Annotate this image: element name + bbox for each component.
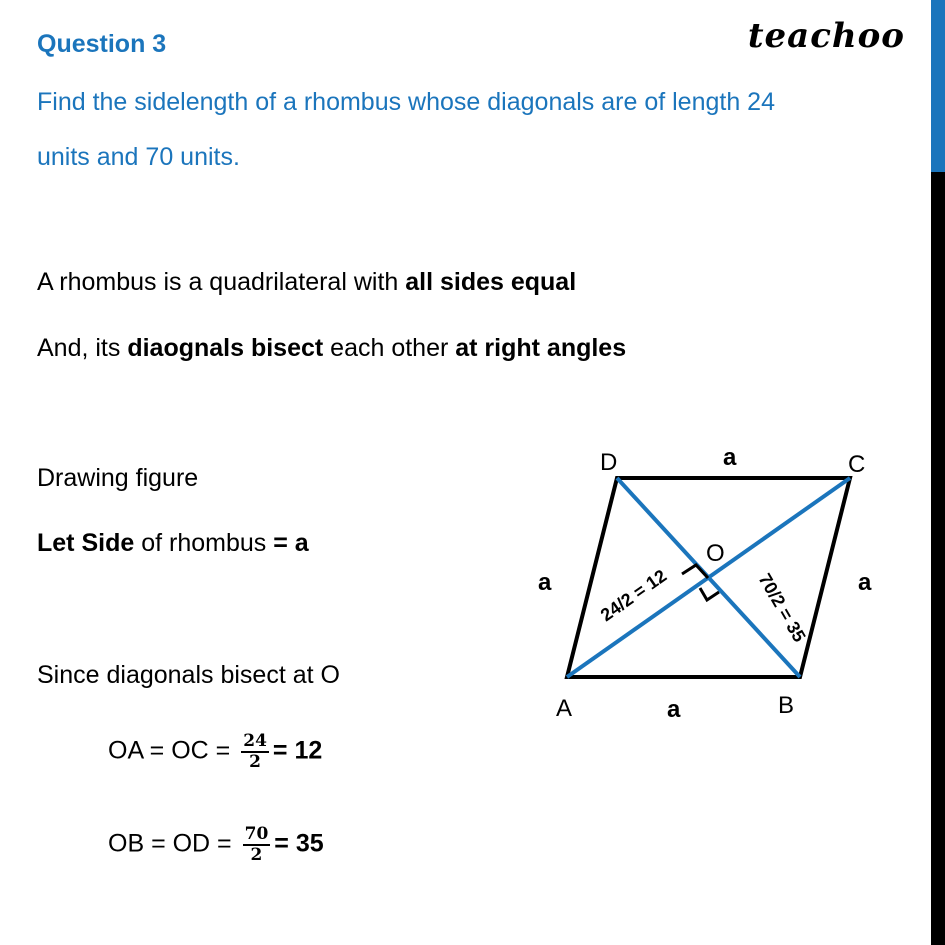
right-angle-mark	[700, 588, 719, 600]
text: OA = OC =	[108, 736, 238, 765]
vertex-a-label: A	[556, 695, 573, 722]
scrollbar-thumb[interactable]	[931, 0, 945, 172]
bold-text: diaognals bisect	[127, 334, 324, 362]
text: And, its	[37, 334, 128, 362]
denominator: 2	[250, 844, 263, 865]
side-label-bottom: a	[667, 696, 681, 723]
vertex-d-label: D	[600, 449, 618, 476]
vertex-c-label: C	[848, 451, 866, 478]
side-label-left: a	[538, 569, 552, 596]
text: each other	[323, 334, 456, 362]
vertex-b-label: B	[778, 692, 795, 719]
numerator: 24	[243, 731, 267, 751]
oa-length-label: 24/2 = 12	[596, 565, 671, 626]
ob-length-label: 70/2 = 35	[754, 570, 810, 646]
question-number: Question 3	[37, 30, 167, 58]
result: = 35	[274, 829, 324, 858]
center-o-label: O	[706, 540, 725, 567]
numerator: 70	[244, 824, 269, 844]
side-label-right: a	[858, 569, 872, 596]
result: = 12	[272, 736, 323, 765]
question-text-line1: Find the sidelength of a rhombus whose diagonals are of length 24	[37, 88, 775, 116]
text: of rhombus	[134, 529, 274, 557]
teachoo-logo: teachoo	[747, 16, 905, 56]
denominator: 2	[249, 751, 261, 772]
bold-text: Let Side	[37, 529, 135, 557]
bold-text: all sides equal	[405, 268, 577, 296]
bold-text: at right angles	[455, 334, 627, 362]
question-text-line2: units and 70 units.	[37, 143, 240, 171]
scrollbar-track[interactable]	[931, 172, 945, 945]
text: A rhombus is a quadrilateral with	[37, 268, 406, 296]
bold-text: = a	[273, 529, 309, 557]
text: OB = OD =	[108, 829, 239, 858]
drawing-figure-line: Drawing figure	[37, 464, 199, 492]
bisect-line: Since diagonals bisect at O	[37, 661, 340, 689]
side-label-top: a	[723, 444, 737, 471]
